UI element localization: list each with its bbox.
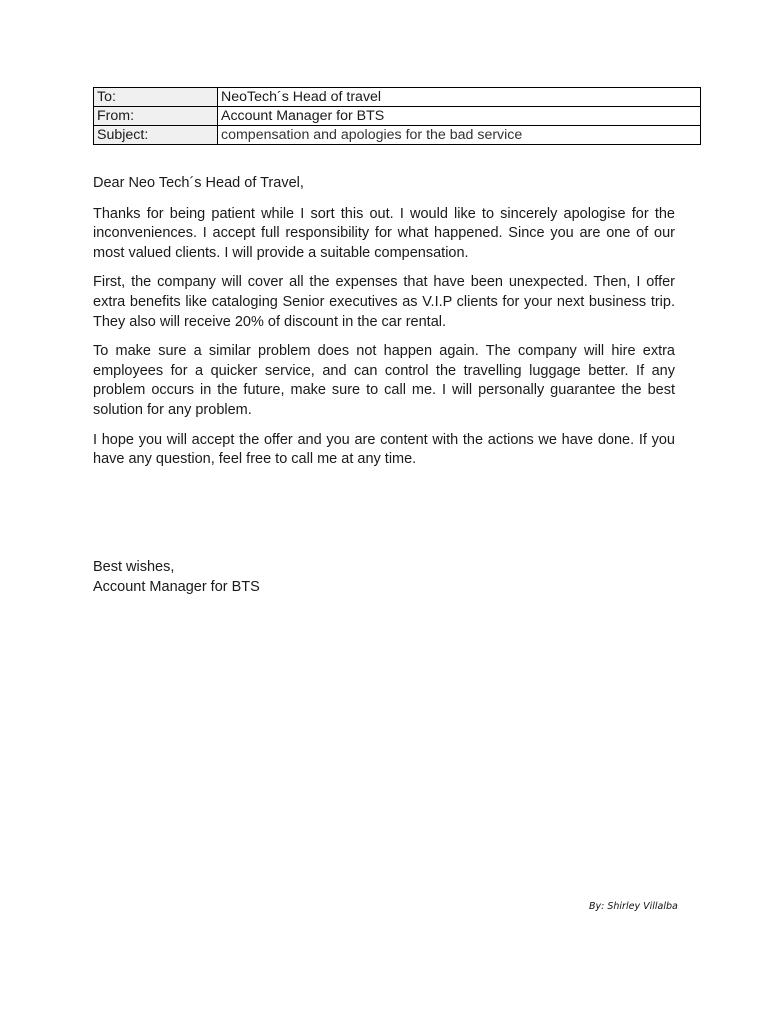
from-label: From: — [94, 107, 218, 126]
letter-closing: Best wishes, — [93, 559, 175, 575]
memo-header-table — [93, 87, 701, 145]
letter-greeting: Dear Neo Tech´s Head of Travel, — [93, 175, 304, 191]
from-value: Account Manager for BTS — [218, 107, 701, 126]
letter-signature: Account Manager for BTS — [93, 578, 260, 595]
letter-paragraph: To make sure a similar problem does not happen again. The company will hire extra employees for a quicker service, and can control the travelling luggage better. If any problem occurs in the future, make sure to call me. I will personally guarantee the best solution for any problem. — [93, 343, 675, 418]
letter-paragraph: I hope you will accept the offer and you are content with the actions we have done. If you have any question, feel free to call me at any time. — [93, 431, 675, 468]
subject-value: compensation and apologies for the bad service — [218, 126, 701, 145]
letter-paragraph: First, the company will cover all the expenses that have been unexpected. Then, I offer extra benefits like cataloging Senior executives as V.I.P clients for your next business trip. They also will receive 20% of discount in the car rental. — [93, 274, 675, 330]
letter-closing-block — [93, 558, 493, 597]
to-row — [94, 88, 701, 107]
subject-label: Subject: — [94, 126, 218, 145]
from-row — [94, 107, 701, 126]
author-credit: By: Shirley Villalba — [589, 901, 678, 912]
letter-paragraph: Thanks for being patient while I sort this out. I would like to sincerely apologise for the inconveniences. I accept full responsibility for what happened. Since you are one of our most valued clients. I will provide a suitable compensation. — [93, 205, 675, 261]
to-label: To: — [94, 88, 218, 107]
subject-row — [94, 126, 701, 145]
letter-body — [93, 174, 675, 480]
to-value: NeoTech´s Head of travel — [218, 88, 701, 107]
